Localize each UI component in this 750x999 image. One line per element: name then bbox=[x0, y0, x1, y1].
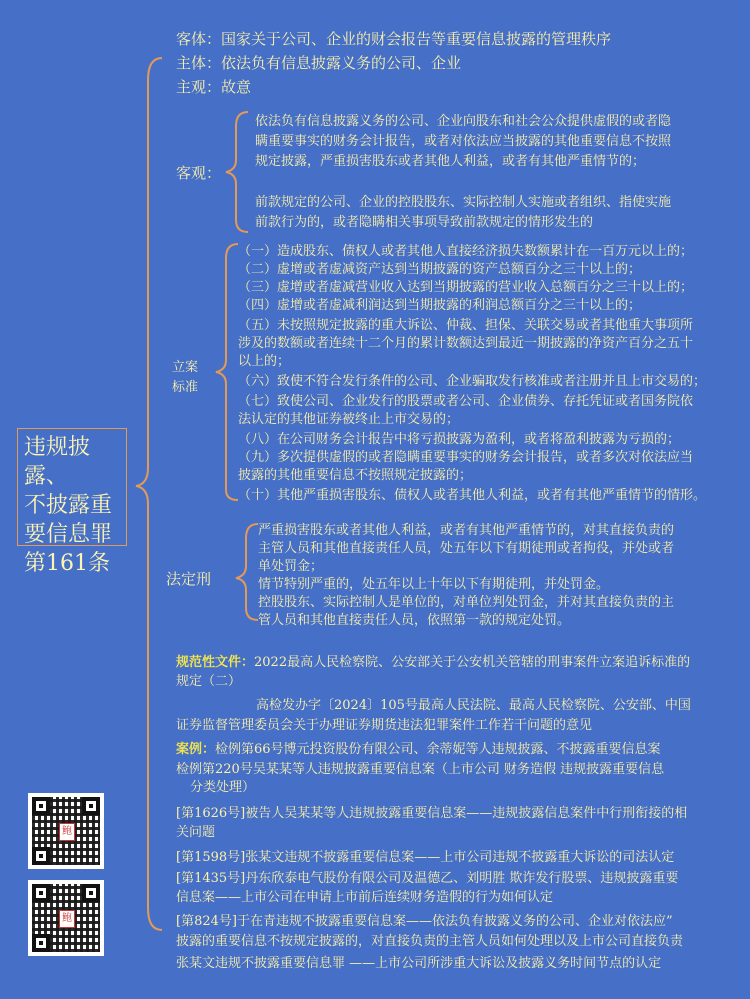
objective-line: 瞒重要事实的财务会计报告，或者对依法应当披露的其他重要信息不按照 bbox=[255, 134, 672, 149]
norm-label: 规范性文件： bbox=[176, 655, 255, 670]
objective-line: 前款行为的，或者隐瞒相关事项导致前款规定的情形发生的 bbox=[255, 215, 594, 230]
penalty-line: 严重损害股东或者其他人利益，或者有其他严重情节的，对其直接负责的 bbox=[258, 523, 675, 538]
case-item: 信息案——上市公司在申请上市前后连续财务造假的行为如何认定 bbox=[176, 890, 554, 905]
filing-line: （一）造成股东、债权人或者其他人直接经济损失数额累计在一百万元以上的； bbox=[238, 244, 694, 259]
objective-line: 依法负有信息披露义务的公司、企业向股东和社会公众提供虚假的或者隐 bbox=[255, 114, 672, 129]
penalty-line: 单处罚金； bbox=[258, 559, 324, 574]
filing-line: （七）致使公司、企业发行的股票或者公司、企业债券、存托凭证或者国务院依 bbox=[238, 394, 694, 409]
filing-line: 披露的其他重要信息不按照规定披露的； bbox=[238, 468, 473, 483]
filing-line: （四）虚增或者虚减利润达到当期披露的利润总额百分之三十以上的； bbox=[238, 298, 642, 313]
intent-line: 主观：故意 bbox=[176, 78, 252, 96]
seal-logo: 鲍 bbox=[59, 910, 75, 928]
filing-label: 立案 bbox=[172, 360, 199, 375]
objective-brace bbox=[226, 112, 248, 232]
seal-logo: 鲍 bbox=[59, 823, 75, 841]
penalty-brace bbox=[236, 524, 258, 620]
case-item: 关问题 bbox=[176, 825, 216, 840]
root-title-line: 不披露重 bbox=[24, 493, 113, 518]
case-item: 披露的重要信息不按规定披露的，对直接负责的主管人员如何处理以及上市公司直接负责 bbox=[176, 934, 684, 949]
filing-line: （八）在公司财务会计报告中将亏损披露为盈利，或者将盈利披露为亏损的； bbox=[238, 432, 681, 447]
case-line bbox=[176, 741, 661, 759]
filing-line: 涉及的数额或者连续十二个月的累计数额达到最近一期披露的净资产百分之五十 bbox=[238, 336, 694, 351]
case-label: 案例： bbox=[176, 742, 216, 757]
norm-line: 高检发办字〔2024〕105号最高人民法院、最高人民检察院、公安部、中国 bbox=[256, 698, 691, 713]
filing-line: （十）其他严重损害股东、债权人或者其他人利益，或者有其他严重情节的情形。 bbox=[238, 488, 707, 503]
root-node bbox=[17, 428, 127, 576]
penalty-line: 控股股东、实际控制人是单位的，对单位判处罚金，并对其直接负责的主 bbox=[258, 595, 675, 610]
penalty-line: 管人员和其他直接责任人员，依照第一款的规定处罚。 bbox=[258, 613, 571, 628]
filing-brace bbox=[216, 244, 238, 500]
case-line: 检例第220号吴某某等人违规披露重要信息案（上市公司 财务造假 违规披露重要信息 bbox=[176, 762, 665, 777]
penalty-line: 情节特别严重的，处五年以上十年以下有期徒刑，并处罚金。 bbox=[258, 577, 610, 592]
norm-line: 证券监督管理委员会关于办理证券期货违法犯罪案件工作若干问题的意见 bbox=[176, 718, 593, 733]
main-brace bbox=[136, 58, 162, 930]
root-title-line: 违规披露、 bbox=[24, 435, 91, 489]
penalty-line: 主管人员和其他直接责任人员，处五年以下有期徒刑或者拘役，并处或者 bbox=[258, 541, 675, 556]
objective-label: 客观： bbox=[176, 164, 222, 182]
case-item: [第824号]于在青违规不披露重要信息案——依法负有披露义务的公司、企业对依法应” bbox=[176, 914, 673, 929]
filing-line: （二）虚增或者虚减资产达到当期披露的资产总额百分之三十以上的； bbox=[238, 262, 642, 277]
filing-line: （五）未按照规定披露的重大诉讼、仲裁、担保、关联交易或者其他重大事项所 bbox=[238, 318, 694, 333]
filing-line: （三）虚增或者虚减营业收入达到当期披露的营业收入总额百分之三十以上的； bbox=[238, 280, 694, 295]
subject-line: 主体：依法负有信息披露义务的公司、企业 bbox=[176, 54, 462, 72]
case-text: 检例第66号博元投资股份有限公司、余蒂妮等人违规披露、不披露重要信息案 bbox=[215, 742, 661, 757]
penalty-label: 法定刑 bbox=[166, 570, 212, 588]
norm-line bbox=[176, 654, 690, 672]
filing-label: 标准 bbox=[172, 380, 199, 395]
filing-line: 法认定的其他证券被终止上市交易的； bbox=[238, 412, 460, 427]
filing-line: 以上的； bbox=[238, 354, 291, 369]
qr-code-image bbox=[28, 880, 104, 956]
qr-code-image bbox=[28, 793, 104, 869]
case-item: 张某文违规不披露重要信息罪 ——上市公司所涉重大诉讼及披露义务时间节点的认定 bbox=[176, 956, 662, 971]
objective-line: 规定披露，严重损害股东或者其他人利益，或者有其他严重情节的； bbox=[255, 154, 646, 169]
root-title-line: 要信息罪 bbox=[24, 522, 113, 547]
case-line: 分类处理） bbox=[190, 780, 256, 795]
filing-line: （六）致使不符合发行条件的公司、企业骗取发行核准或者注册并且上市交易的； bbox=[238, 374, 707, 389]
object-line: 客体：国家关于公司、企业的财会报告等重要信息披露的管理秩序 bbox=[176, 30, 612, 48]
root-title-line: 第161条 bbox=[24, 551, 110, 576]
case-item: [第1435号]丹东欣泰电气股份有限公司及温德乙、刘明胜 欺诈发行股票、违规披露重要 bbox=[176, 871, 679, 886]
case-item: [第1626号]被告人吴某某等人违规披露重要信息案——违规披露信息案件中行刑衔接的相 bbox=[176, 806, 688, 821]
case-item: [第1598号]张某文违规不披露重要信息案——上市公司违规不披露重大诉讼的司法认定 bbox=[176, 850, 675, 865]
objective-line: 前款规定的公司、企业的控股股东、实际控制人实施或者组织、指使实施 bbox=[255, 195, 672, 210]
filing-line: （九）多次提供虚假的或者隐瞒重要事实的财务会计报告，或者多次对依法应当 bbox=[238, 450, 694, 465]
norm-text: 2022最高人民检察院、公安部关于公安机关管辖的刑事案件立案追诉标准的 bbox=[254, 655, 691, 670]
norm-line: 规定（二） bbox=[176, 674, 242, 689]
